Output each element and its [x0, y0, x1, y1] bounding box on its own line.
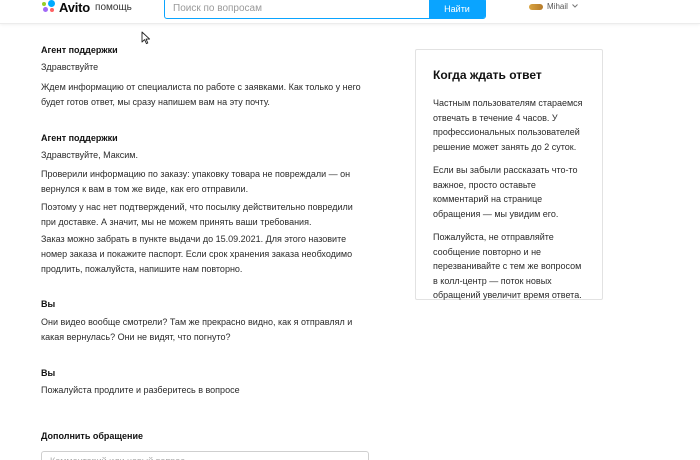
user-avatar [529, 4, 543, 10]
avito-logo-icon [42, 0, 56, 14]
search-input[interactable] [165, 0, 429, 18]
reply-textarea[interactable] [41, 451, 369, 460]
user-name: Mihail [547, 2, 568, 11]
message-text: Пожалуйста продлите и разберитесь в вопросе [41, 385, 240, 395]
message-author: Агент поддержки [41, 133, 118, 143]
response-time-card [415, 49, 603, 300]
message-text: Проверили информацию по заказу: упаковку товара не повреждали — он вернулся к вам в том же виде, как его отправили. [41, 169, 351, 194]
message-author: Агент поддержки [41, 45, 118, 55]
avito-help-logo[interactable] [42, 0, 132, 14]
message-text: Здравствуйте [41, 62, 99, 72]
message-text: Они видео вообще смотрели? Там же прекрасно видно, как я отправлял и какая вернулась? Они не видят, что погнуто? [41, 317, 353, 342]
card-text: Если вы забыли рассказать что-то важное, просто оставьте комментарий на странице обращения — мы увидим его. [433, 165, 578, 219]
top-header [0, 0, 700, 24]
chevron-down-icon [572, 3, 578, 10]
logo-subtitle: помощь [95, 1, 132, 13]
search-bar [164, 0, 486, 19]
message-text: Заказ можно забрать в пункте выдачи до 15.09.2021. Для этого назовите номер заказа и покажите паспорт. Если срок хранения заказа необходимо продлить, пожалуйста, напишите нам повторно. [41, 234, 353, 274]
card-text: Пожалуйста, не отправляйте сообщение повторно и не перезванивайте с тем же вопросом в колл-центр — поток новых обращений увеличит время ответа. [433, 232, 582, 300]
logo-text: Avito [59, 0, 91, 15]
message-text: Ждем информацию от специалиста по работе с заявками. Как только у него будет готов ответ, мы сразу напишем вам на эту почту. [41, 82, 361, 107]
message-author: Вы [41, 368, 56, 378]
message-text: Поэтому у нас нет подтверждений, что посылку действительно повредили при доставке. А значит, мы не можем принять ваши требования. [41, 202, 353, 227]
reply-title: Дополнить обращение [41, 431, 143, 441]
mouse-cursor-icon [141, 31, 151, 45]
user-menu[interactable] [529, 2, 578, 11]
message-text: Здравствуйте, Максим. [41, 150, 138, 160]
card-title: Когда ждать ответ [433, 68, 542, 82]
search-button[interactable]: Найти [429, 0, 485, 18]
message-author: Вы [41, 299, 56, 309]
card-text: Частным пользователям стараемся отвечать в течение 4 часов. У профессиональных пользователей решение может занять до 2 суток. [433, 98, 583, 152]
